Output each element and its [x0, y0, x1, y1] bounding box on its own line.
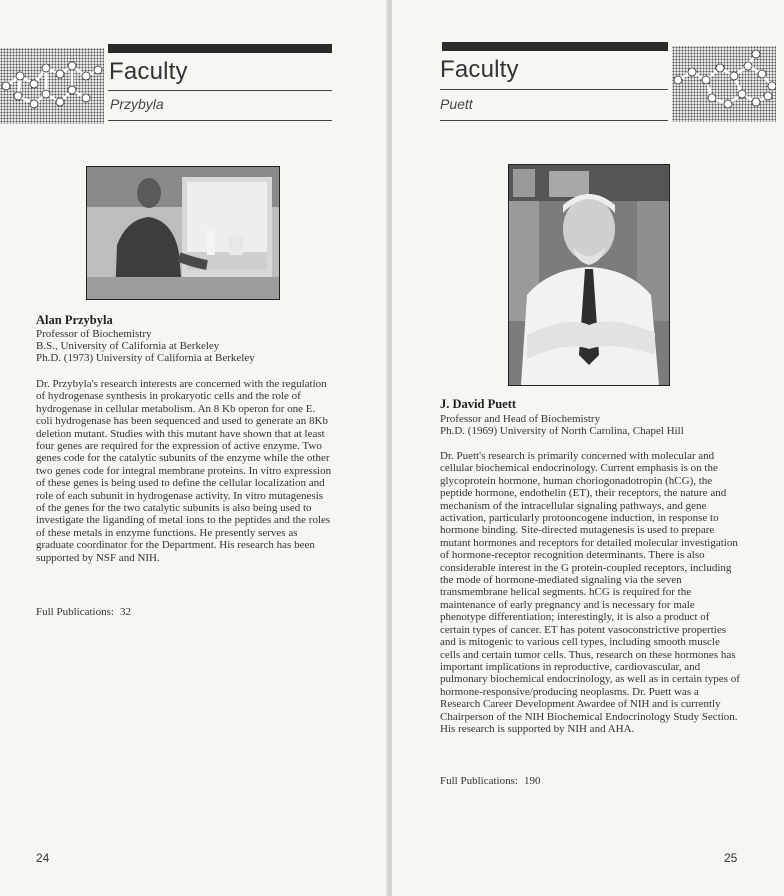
page-number: 25 — [724, 851, 738, 865]
right-page — [392, 0, 784, 896]
publications-label: Full Publications: — [440, 775, 518, 787]
header-bar — [108, 44, 332, 53]
header-subtitle: Puett — [440, 96, 473, 112]
faculty-degree-phd: Ph.D. (1969) University of North Carolina, Chapel Hill — [440, 425, 684, 437]
portrait-photo — [508, 164, 670, 386]
page-number: 24 — [36, 851, 50, 865]
header-rule-bottom — [108, 120, 332, 121]
header-subtitle: Przybyla — [110, 96, 164, 112]
publications-count — [36, 606, 137, 618]
faculty-title: Professor and Head of Biochemistry — [440, 413, 601, 425]
faculty-degree-bs: B.S., University of California at Berkeley — [36, 340, 220, 352]
publications-number: 32 — [119, 606, 131, 618]
research-description: Dr. Puett's research is primarily concerned with molecular and cellular biochemical endocrinology. Current emphasis is on the glycoprotein hormone, human choriogonadotropin (hCG), the peptide hormone, endothelin (ET), their receptors, the nature and mechanism of the intracellular signaling pathways, and gene activation, particularly protooncogene induction, in response to hormone binding. Site-directed mutagenesis is used to prepare mutant hormones and receptors for detailed molecular investigation of hormone-receptor recognition determinants. There is also considerable interest in the G protein-coupled receptors, including the mode of hormone-mediated signaling via the seven transmembrane helical segments. hCG is required for the maintenance of early pregnancy and is necessary for male phenotype differentiation; interestingly, it is also a product of certain types of cancer. ET has potent vasoconstrictive properties and is mitogenic to various cell types, including smooth muscle cells and certain tumor cells. Thus, research on these hormones has important implications in reproductive, cardiovascular, and pulmonary biochemical endocrinology, as well as in certain types of hormone-responsive/producing neoplasms. Dr. Puett was a Research Career Development Awardee of NIH and is currently Chairperson of the NIH Biochemical Endocrinology Study Section. His research is supported by NIH and AHA. — [440, 450, 740, 735]
portrait-photo — [86, 166, 280, 300]
header-title: Faculty — [440, 56, 519, 83]
faculty-name: J. David Puett — [440, 397, 517, 411]
header-rule — [108, 90, 332, 91]
publications-label: Full Publications: — [36, 606, 114, 618]
header-bar — [442, 42, 668, 51]
research-description: Dr. Przybyla's research interests are concerned with the regulation of hydrogenase synthesis in prokaryotic cells and the role of hydrogenase in cellular metabolism. An 8 Kb operon for one E. coli hydrogenase has been sequenced and used to generate an 8Kb deletion mutant. Studies with this mutant have shown that at least four genes are required for the expression of active enzyme. Two genes code for the catalytic subunits of the enzyme while the other two genes code for integral membrane proteins. In vitro expression of these genes is being used to define the cellular localization and role of each subunit in hydrogenase activity. In vitro mutagenesis of the genes for the two catalytic subunits is also being used to investigate the liganding of metal ions to the peptides and the roles of these metals in enzyme functions. He presently serves as graduate coordinator for the Department. His research has been supported by NSF and NIH. — [36, 378, 332, 564]
header-rule — [440, 89, 668, 90]
faculty-title: Professor of Biochemistry — [36, 328, 152, 340]
publications-count — [440, 775, 546, 787]
faculty-name: Alan Przybyla — [36, 313, 113, 327]
header-rule-bottom — [440, 120, 668, 121]
header-title: Faculty — [109, 58, 188, 85]
molecule-logo-right — [672, 46, 776, 122]
molecule-logo-left — [0, 48, 104, 124]
left-page — [0, 0, 388, 896]
publications-number: 190 — [523, 775, 541, 787]
faculty-degree-phd: Ph.D. (1973) University of California at Berkeley — [36, 352, 255, 364]
